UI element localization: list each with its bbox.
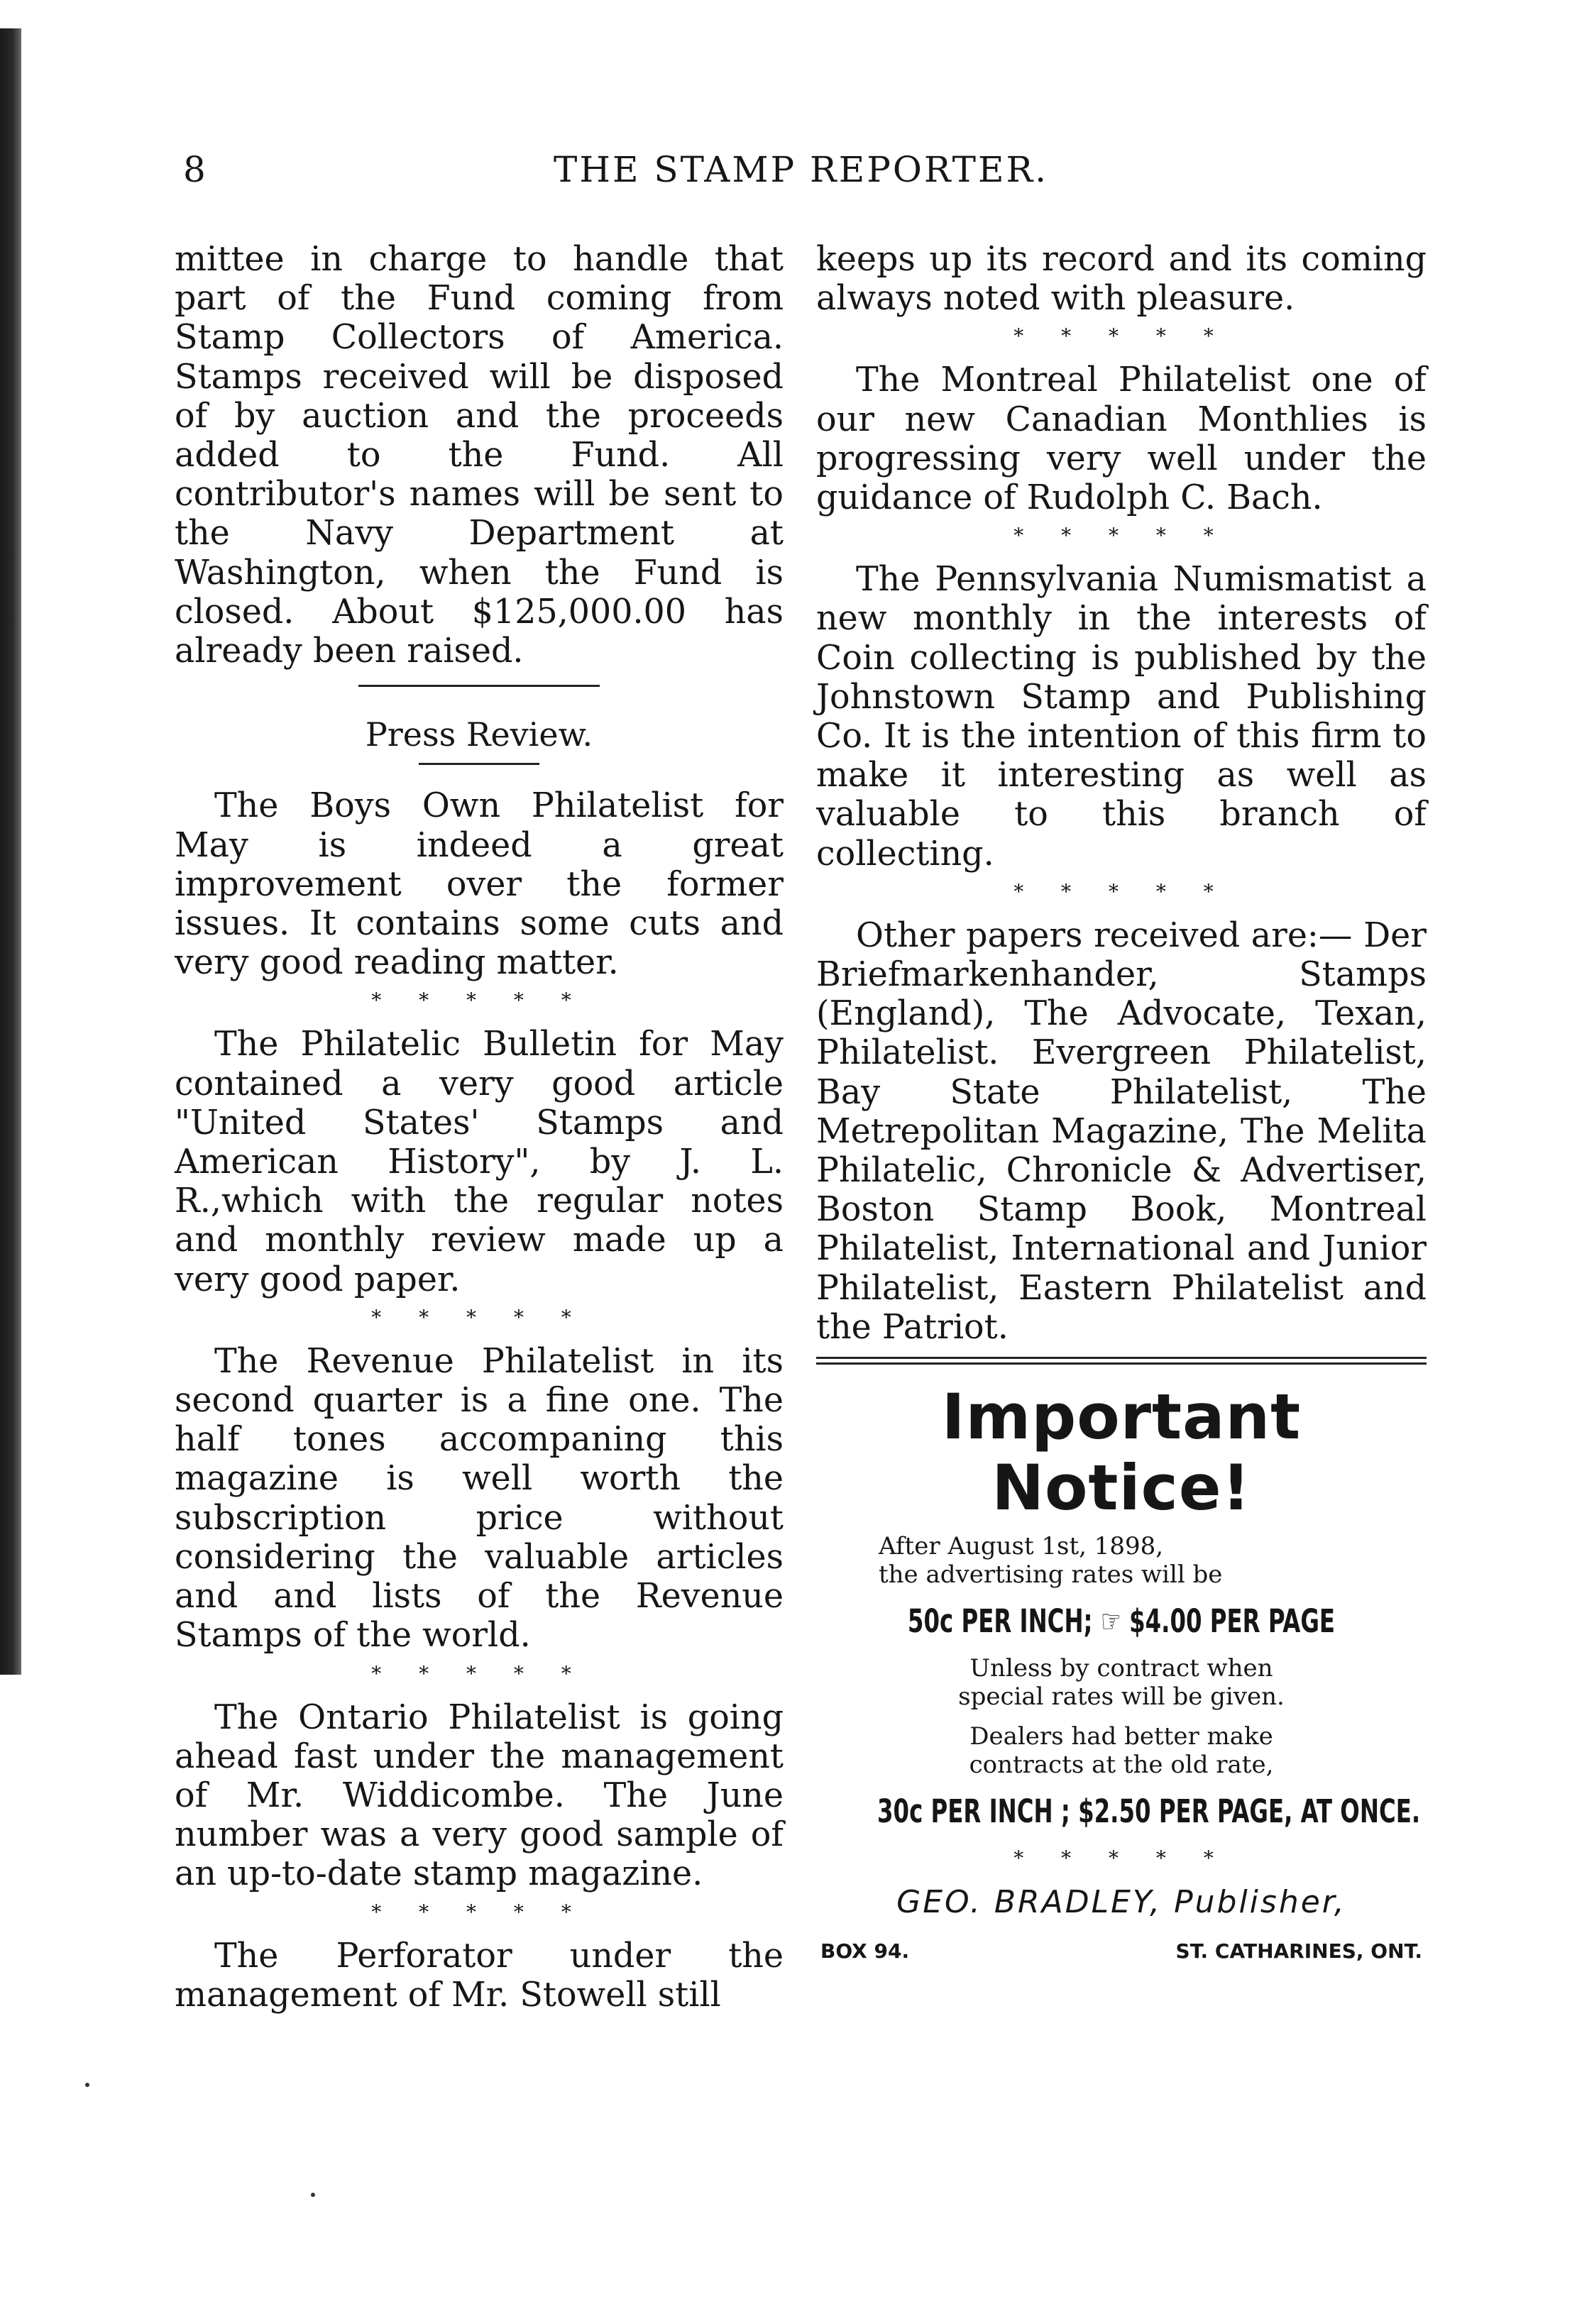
- page-number: 8: [183, 149, 206, 190]
- scan-edge-shadow: [0, 28, 21, 1675]
- notice-title: Important Notice!: [941, 1380, 1302, 1525]
- city: ST. CATHARINES, ONT.: [1175, 1939, 1422, 1964]
- notice-double-rule: [816, 1357, 1427, 1365]
- publisher-address: [816, 1932, 1427, 1971]
- old-rates-line: 30c PER INCH ; $2.50 PER PAGE, AT ONCE.: [877, 1792, 1421, 1831]
- scan-speck: [311, 2193, 315, 2197]
- notice-condition: Unless by contract when special rates will be given.: [958, 1654, 1285, 1712]
- review-montreal-philatelist: The Montreal Philatelist one of our new Canadian Monthlies is progressing very well under the guidance of Rudolph C. Bach.: [816, 360, 1427, 518]
- perforator-continued: keeps up its record and its coming always noted with pleasure.: [816, 240, 1427, 319]
- star-separator: * * * * *: [1013, 524, 1229, 548]
- star-separator: * * * * *: [1013, 879, 1229, 903]
- review-perforator: The Perforator under the management of Mr. Stowell still: [175, 1936, 784, 2015]
- review-philatelic-bulletin: The Philatelic Bulletin for May contained a very good article "United States' Stamps and American History", by J. L. R.,which with the regular notes and monthly review made up a very good paper.: [175, 1025, 784, 1299]
- other-papers-received: Other papers received are:— Der Briefmarkenhander, Stamps (England), The Advocate, Texan, Philatelist. Evergreen Philatelist, Bay State Philatelist, The Metrepolitan Magazine, The Melita Philatelic, Chronicle & Advertiser, Boston Stamp Book, Montreal Philatelist, International and Junior Philatelist, Eastern Philatelist and the Patriot.: [816, 915, 1427, 1347]
- box-number: BOX 94.: [820, 1939, 910, 1964]
- right-column: [816, 240, 1427, 1971]
- intro-paragraph: mittee in charge to handle that part of the Fund coming from Stamp Collectors of America. Stamps received will be disposed of by auction and the proceeds added to the Fund. All contributor's names will be sent to the Navy Department at Washington, when the Fund is closed. About $125,000.00 has already been raised.: [175, 240, 784, 671]
- notice-dealers: Dealers had better make contracts at the old rate,: [969, 1722, 1274, 1780]
- star-separator: * * * * *: [371, 1305, 587, 1329]
- star-separator: * * * * *: [371, 1900, 587, 1924]
- press-review-heading: Press Review.: [365, 715, 593, 754]
- left-column: [175, 240, 784, 2015]
- star-separator: * * * * *: [371, 1661, 587, 1685]
- review-ontario-philatelist: The Ontario Philatelist is going ahead fast under the management of Mr. Widdicombe. The June number was a very good sample of an up-to-date stamp magazine.: [175, 1697, 784, 1894]
- star-separator: * * * * *: [371, 988, 587, 1013]
- running-head: THE STAMP REPORTER.: [554, 149, 1048, 190]
- publisher-name: GEO. BRADLEY, Publisher,: [896, 1884, 1346, 1921]
- important-notice-box: [816, 1382, 1427, 1971]
- section-rule: [358, 685, 600, 687]
- scan-speck: [85, 2083, 89, 2087]
- review-pennsylvania-numismatist: The Pennsylvania Numismatist a new monthly in the interests of Coin collecting is published by the Johnstown Stamp and Publishing Co. It is the intention of this firm to make it interesting as well as valuable to this branch of collecting.: [816, 560, 1427, 874]
- star-separator: * * * * *: [1013, 1846, 1229, 1871]
- notice-intro: After August 1st, 1898, the advertising rates will be: [879, 1532, 1223, 1590]
- review-revenue-philatelist: The Revenue Philatelist in its second quarter is a fine one. The half tones accompaning this magazine is well worth the subscription price without considering the valuable articles and and lists of the Revenue Stamps of the world.: [175, 1341, 784, 1656]
- review-boys-own-philatelist: The Boys Own Philatelist for May is indeed a great improvement over the former issues. It contains some cuts and very good reading matter.: [175, 786, 784, 983]
- new-rates-line: 50c PER INCH; ☞ $4.00 PER PAGE: [907, 1602, 1336, 1641]
- star-separator: * * * * *: [1013, 324, 1229, 348]
- heading-rule: [419, 763, 539, 765]
